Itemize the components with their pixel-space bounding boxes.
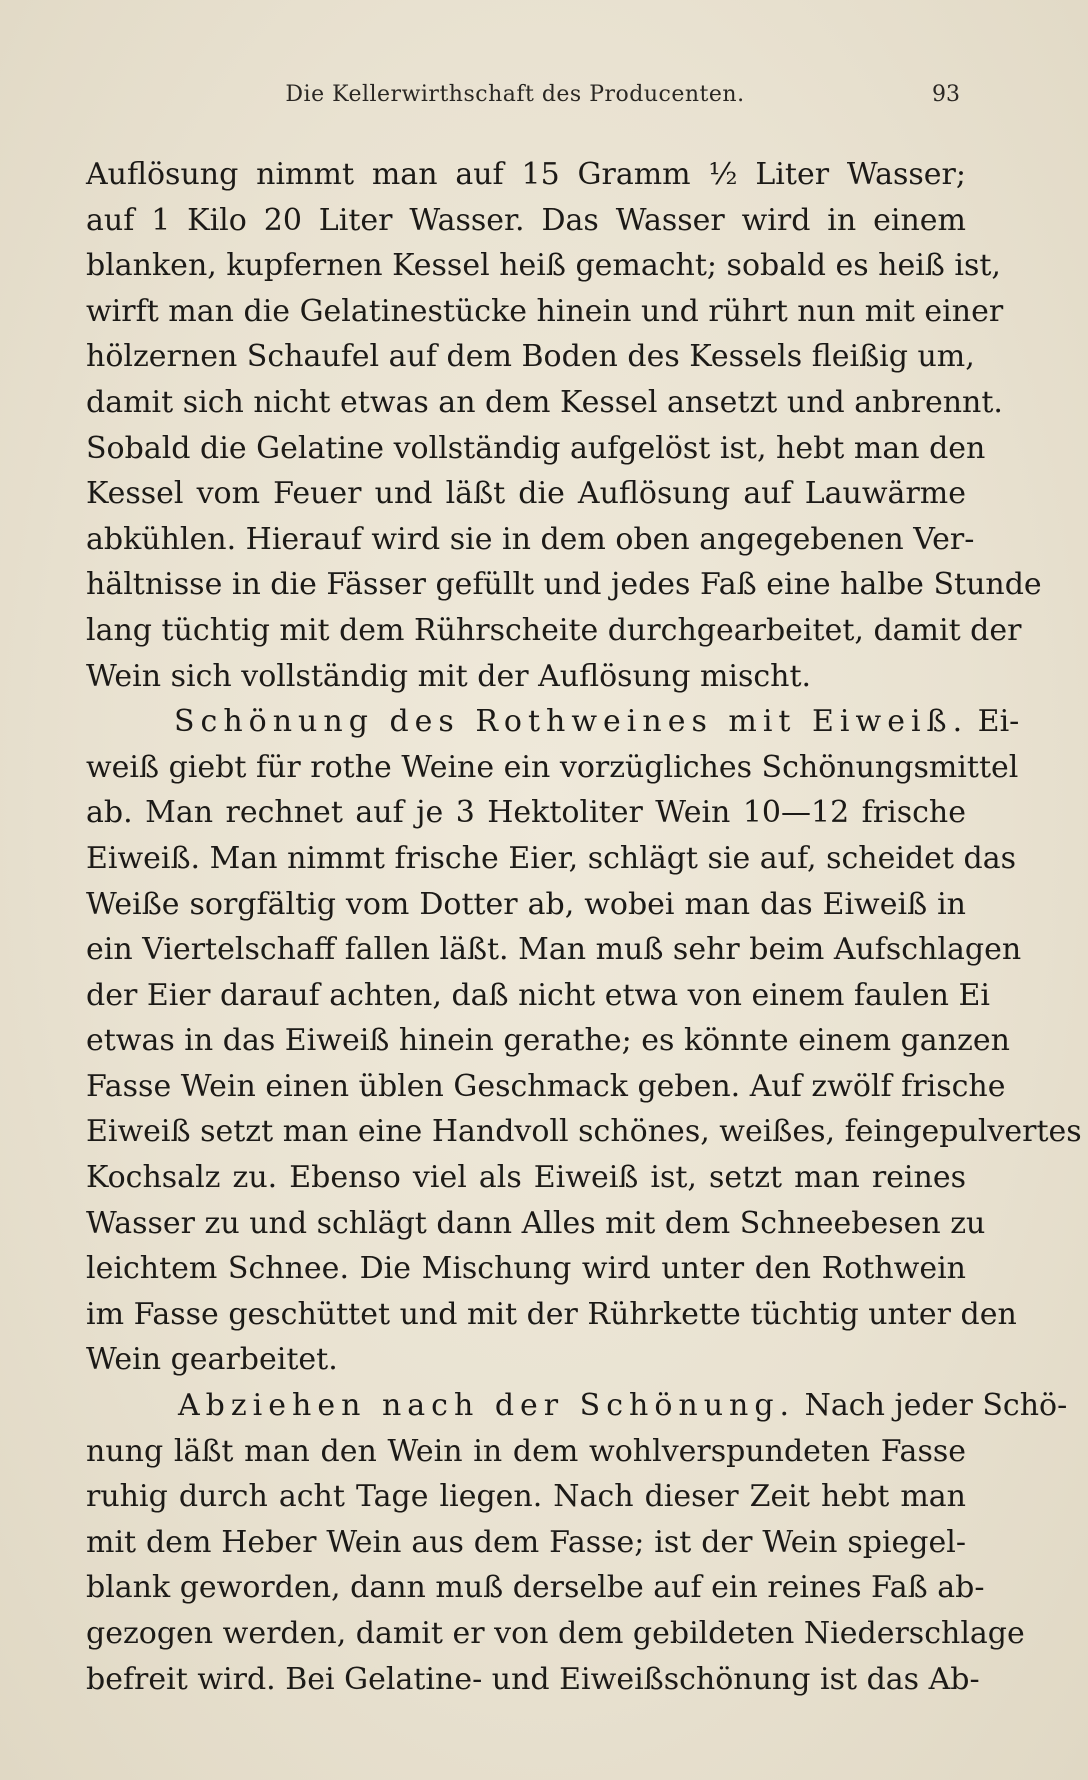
- text-line: abkühlen. Hierauf wird sie in dem oben angegebenen Ver-: [86, 521, 975, 557]
- section-heading: Abziehen nach der Schönung.: [178, 1388, 796, 1424]
- text-line: ruhig durch acht Tage liegen. Nach dieser Zeit hebt man: [86, 1479, 966, 1515]
- text-line: Auflösung nimmt man auf 15 Gramm ½ Liter Wasser;: [86, 157, 966, 192]
- text-line: ein Viertelschaff fallen läßt. Man muß sehr beim Aufschlagen: [86, 932, 1022, 968]
- section-heading: Schönung des Rothweines mit Eiweiß.: [174, 704, 969, 740]
- running-title: Die Kellerwirthschaft des Producenten.: [285, 82, 745, 107]
- text-line: ab. Man rechnet auf je 3 Hektoliter Wein 10—12 frische: [86, 795, 966, 831]
- text-line: der Eier darauf achten, daß nicht etwa von einem faulen Ei: [86, 977, 990, 1013]
- text-line: weiß giebt für rothe Weine ein vorzügliches Schönungsmittel: [86, 749, 1019, 785]
- text-line: Kessel vom Feuer und läßt die Auflösung auf Lauwärme: [86, 476, 966, 512]
- text-line: lang tüchtig mit dem Rührscheite durchgearbeitet, damit der: [86, 612, 1022, 648]
- section-heading-line: [86, 1383, 1068, 1429]
- text-line: Eiweiß setzt man eine Handvoll schönes, weißes, feingepulvertes: [86, 1114, 1082, 1150]
- text-line: damit sich nicht etwas an dem Kessel ansetzt und anbrennt.: [86, 384, 1003, 420]
- text-line: Weiße sorgfältig vom Dotter ab, wobei man das Eiweiß in: [86, 886, 966, 922]
- text-line: hältnisse in die Fässer gefüllt und jedes Faß eine halbe Stunde: [86, 567, 1042, 603]
- text-line: Wein sich vollständig mit der Auflösung mischt.: [86, 658, 812, 694]
- text-line: leichtem Schnee. Die Mischung wird unter den Rothwein: [86, 1251, 966, 1287]
- text-line: auf 1 Kilo 20 Liter Wasser. Das Wasser wird in einem: [86, 202, 966, 238]
- text-line: Eiweiß. Man nimmt frische Eier, schlägt sie auf, scheidet das: [86, 840, 1016, 876]
- section-heading-line: [86, 699, 1020, 745]
- text-line: Fasse Wein einen üblen Geschmack geben. Auf zwölf frische: [86, 1068, 1006, 1104]
- text-line: wirft man die Gelatinestücke hinein und rührt nun mit einer: [86, 293, 1004, 329]
- text-line: Sobald die Gelatine vollständig aufgelöst ist, hebt man den: [86, 430, 986, 466]
- text-line: im Fasse geschüttet und mit der Rührkette tüchtig unter den: [86, 1296, 1017, 1332]
- text-line: etwas in das Eiweiß hinein gerathe; es könnte einem ganzen: [86, 1023, 1010, 1059]
- text-line: Wein gearbeitet.: [86, 1342, 338, 1378]
- page-number: 93: [932, 82, 960, 107]
- text-line: blanken, kupfernen Kessel heiß gemacht; sobald es heiß ist,: [86, 248, 1001, 284]
- text-line: Kochsalz zu. Ebenso viel als Eiweiß ist, setzt man reines: [86, 1160, 966, 1196]
- text-line: mit dem Heber Wein aus dem Fasse; ist der Wein spiegel-: [86, 1524, 966, 1560]
- section-heading-continuation: Ei-: [977, 704, 1020, 740]
- text-line: nung läßt man den Wein in dem wohlverspundeten Fasse: [86, 1433, 966, 1469]
- text-line: Wasser zu und schlägt dann Alles mit dem Schneebesen zu: [86, 1205, 986, 1241]
- text-line: hölzernen Schaufel auf dem Boden des Kessels fleißig um,: [86, 339, 975, 375]
- body-text: [86, 152, 1082, 1702]
- text-line: befreit wird. Bei Gelatine- und Eiweißschönung ist das Ab-: [86, 1661, 980, 1697]
- text-line: blank geworden, dann muß derselbe auf ein reines Faß ab-: [86, 1570, 985, 1606]
- text-line: gezogen werden, damit er von dem gebildeten Niederschlage: [86, 1616, 1025, 1651]
- section-heading-continuation: Nach jeder Schö-: [804, 1388, 1068, 1424]
